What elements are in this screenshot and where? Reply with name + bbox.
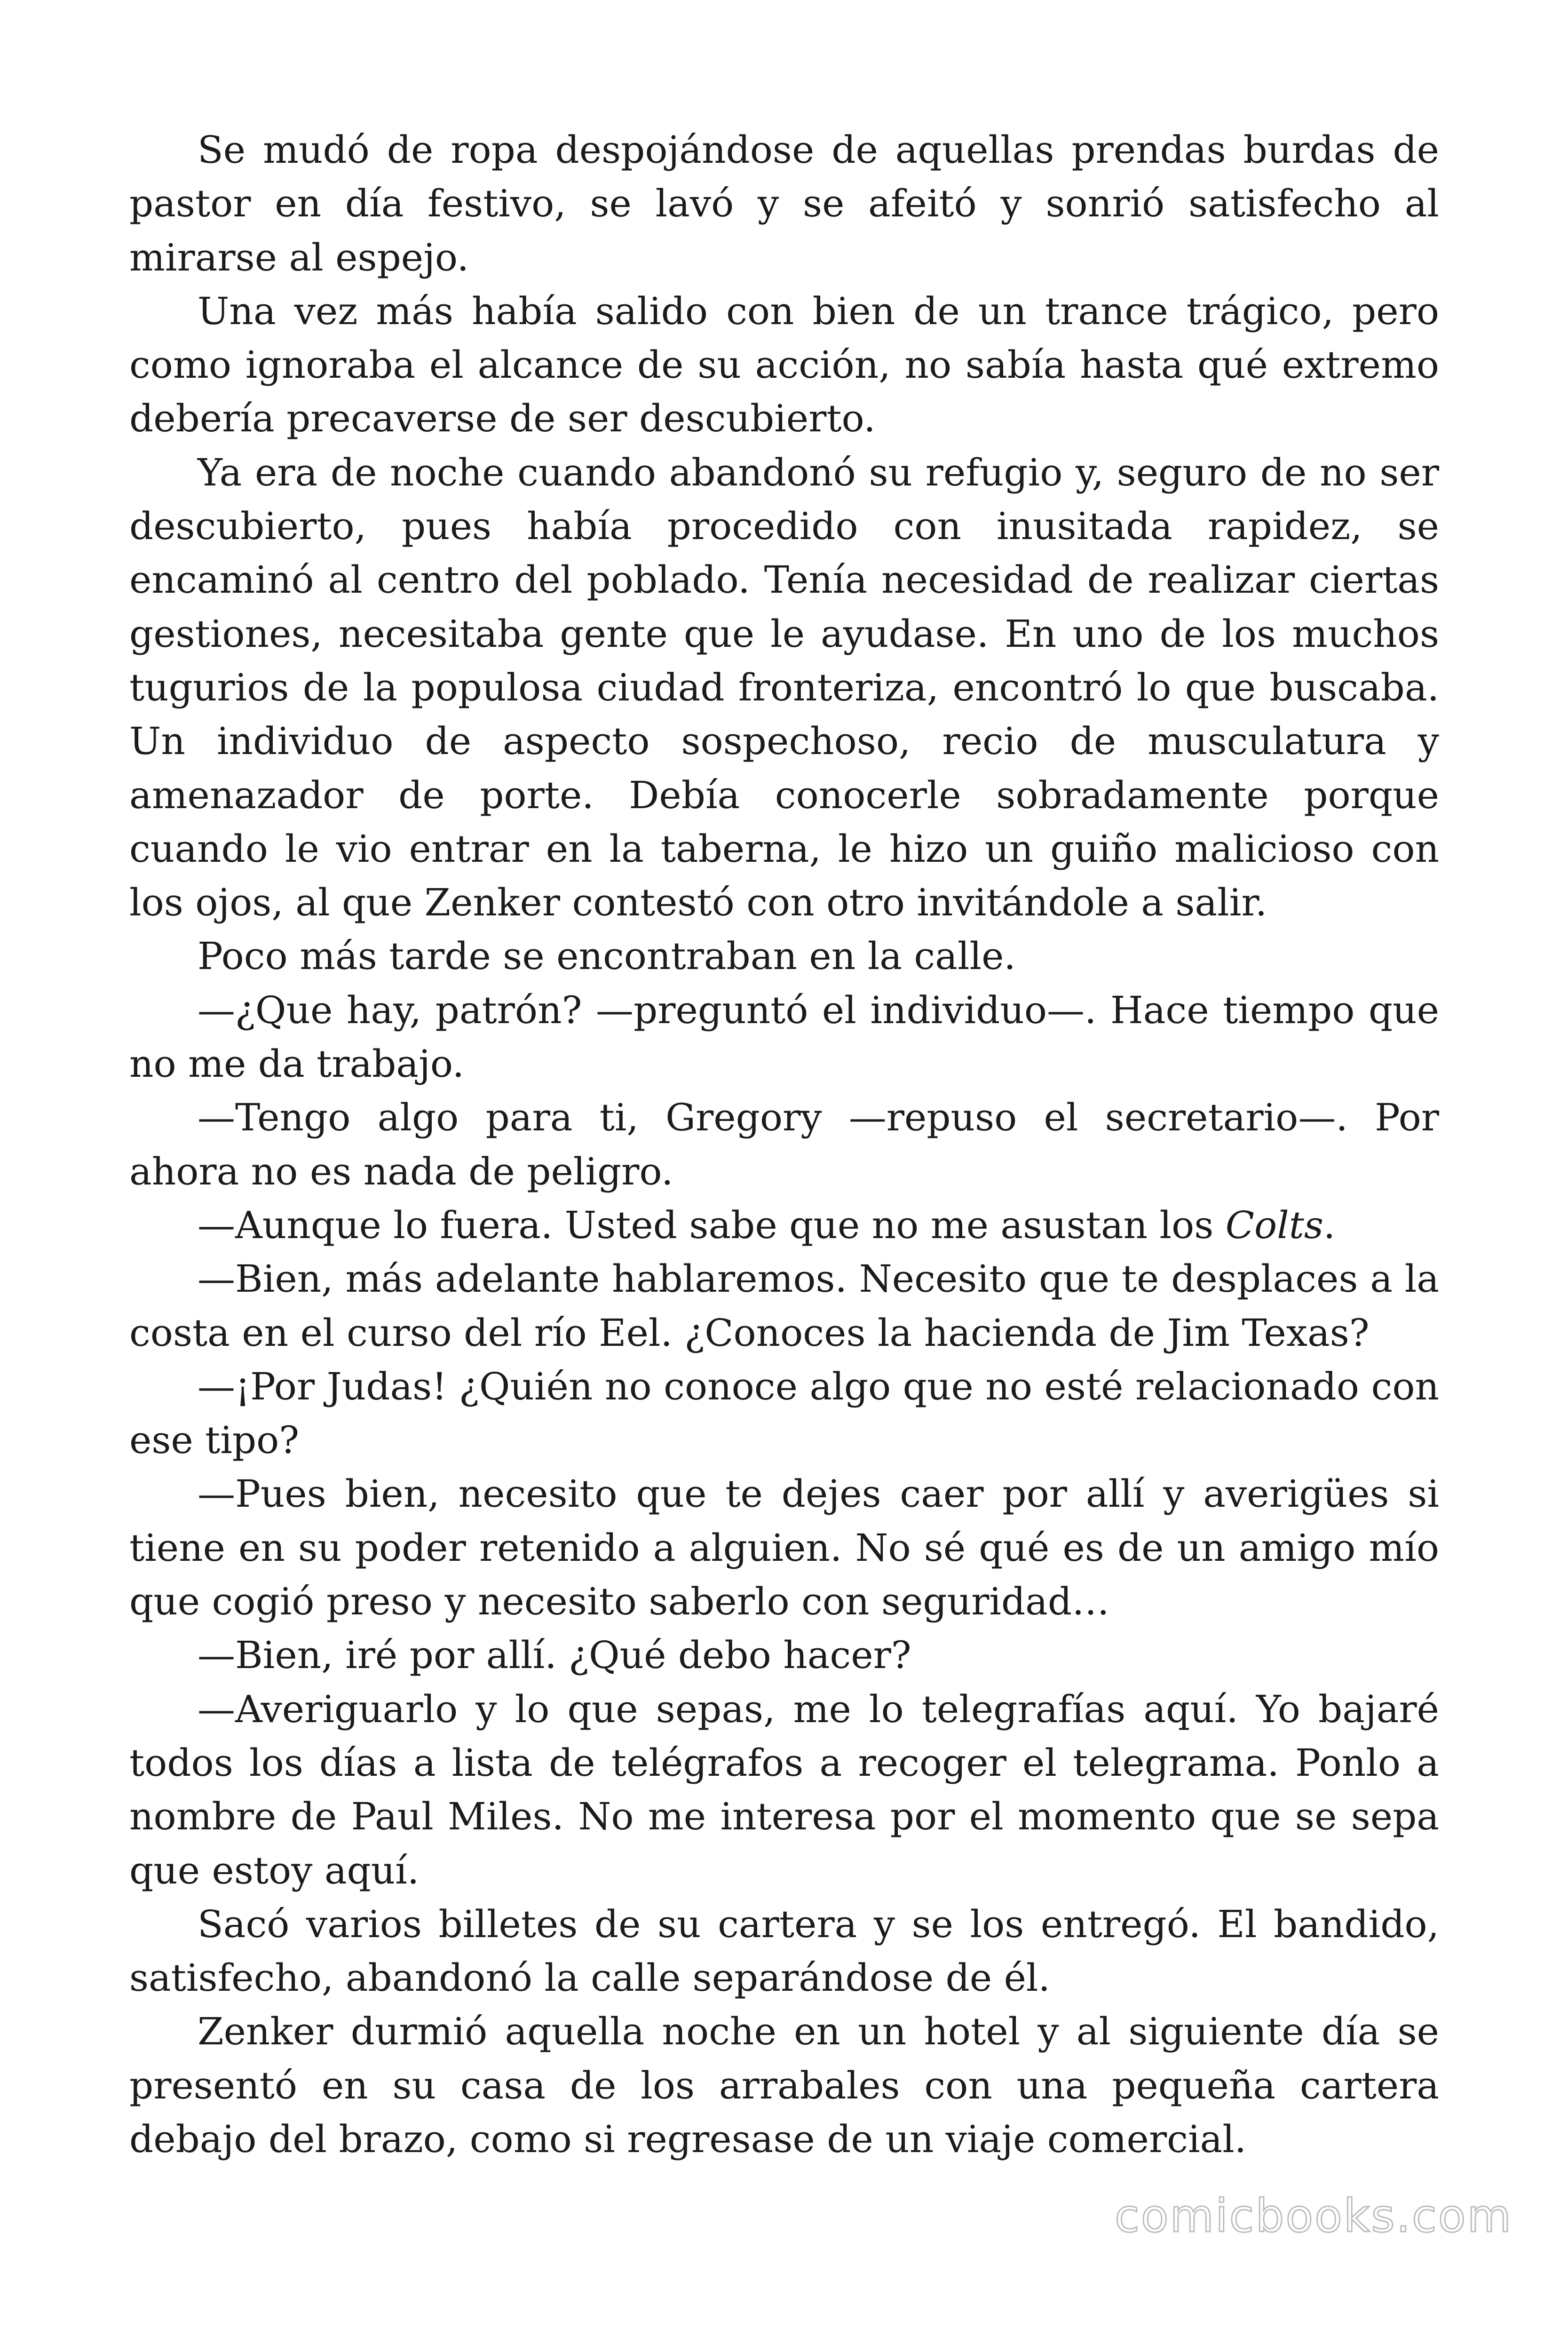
paragraph: —¡Por Judas! ¿Quién no conoce algo que no esté relacionado con ese tipo? <box>129 1364 1439 1462</box>
paragraph: —Tengo algo para ti, Gregory —repuso el secretario—. Por ahora no es nada de peligro. <box>129 1096 1439 1193</box>
colts-line-italic: Colts <box>1225 1203 1323 1247</box>
paragraph-colts <box>129 1199 1439 1252</box>
paragraph: —¿Que hay, patrón? —preguntó el individuo—. Hace tiempo que no me da trabajo. <box>129 988 1439 1086</box>
colts-line-before: —Aunque lo fuera. Usted sabe que no me asustan los <box>198 1203 1226 1247</box>
page-body <box>129 123 1439 2166</box>
paragraph: —Bien, iré por allí. ¿Qué debo hacer? <box>198 1633 911 1677</box>
paragraph: Zenker durmió aquella noche en un hotel y al siguiente día se presentó en su casa de los arrabales con una pequeña cartera debajo del brazo, como si regresase de un viaje comercial. <box>129 2010 1439 2161</box>
colts-line-after: . <box>1323 1203 1336 1247</box>
paragraph: —Pues bien, necesito que te dejes caer por allí y averigües si tiene en su poder retenido a alguien. No sé qué es de un amigo mío que cogió preso y necesito saberlo con seguridad… <box>129 1472 1439 1624</box>
paragraph: —Averiguarlo y lo que sepas, me lo telegrafías aquí. Yo bajaré todos los días a lista de telégrafos a recoger el telegrama. Ponlo a nombre de Paul Miles. No me interesa por el momento que se sepa que estoy aquí. <box>129 1687 1439 1892</box>
paragraph: Poco más tarde se encontraban en la calle. <box>198 934 1016 978</box>
paragraph: Una vez más había salido con bien de un trance trágico, pero como ignoraba el alcance de su acción, no sabía hasta qué extremo debería precaverse de ser descubierto. <box>129 289 1439 441</box>
paragraph: —Bien, más adelante hablaremos. Necesito que te desplaces a la costa en el curso del río Eel. ¿Conoces la hacienda de Jim Texas? <box>129 1257 1439 1355</box>
paragraph: Se mudó de ropa despojándose de aquellas prendas burdas de pastor en día festivo, se lavó y se afeitó y sonrió satisfecho al mirarse al espejo. <box>129 128 1439 279</box>
paragraph: Sacó varios billetes de su cartera y se los entregó. El bandido, satisfecho, abandonó la calle separándose de él. <box>129 1902 1439 2000</box>
paragraph: Ya era de noche cuando abandonó su refugio y, seguro de no ser descubierto, pues había procedido con inusitada rapidez, se encaminó al centro del poblado. Tenía necesidad de realizar ciertas gestiones, necesitaba gente que le ayudase. En uno de los muchos tugurios de la populosa ciudad fronteriza, encontró lo que buscaba. Un individuo de aspecto sospechoso, recio de musculatura y amenazador de porte. Debía conocerle sobradamente porque cuando le vio entrar en la taberna, le hizo un guiño malicioso con los ojos, al que Zenker contestó con otro invitándole a salir. <box>129 450 1439 925</box>
watermark: comicbooks.com <box>1114 2190 1513 2242</box>
